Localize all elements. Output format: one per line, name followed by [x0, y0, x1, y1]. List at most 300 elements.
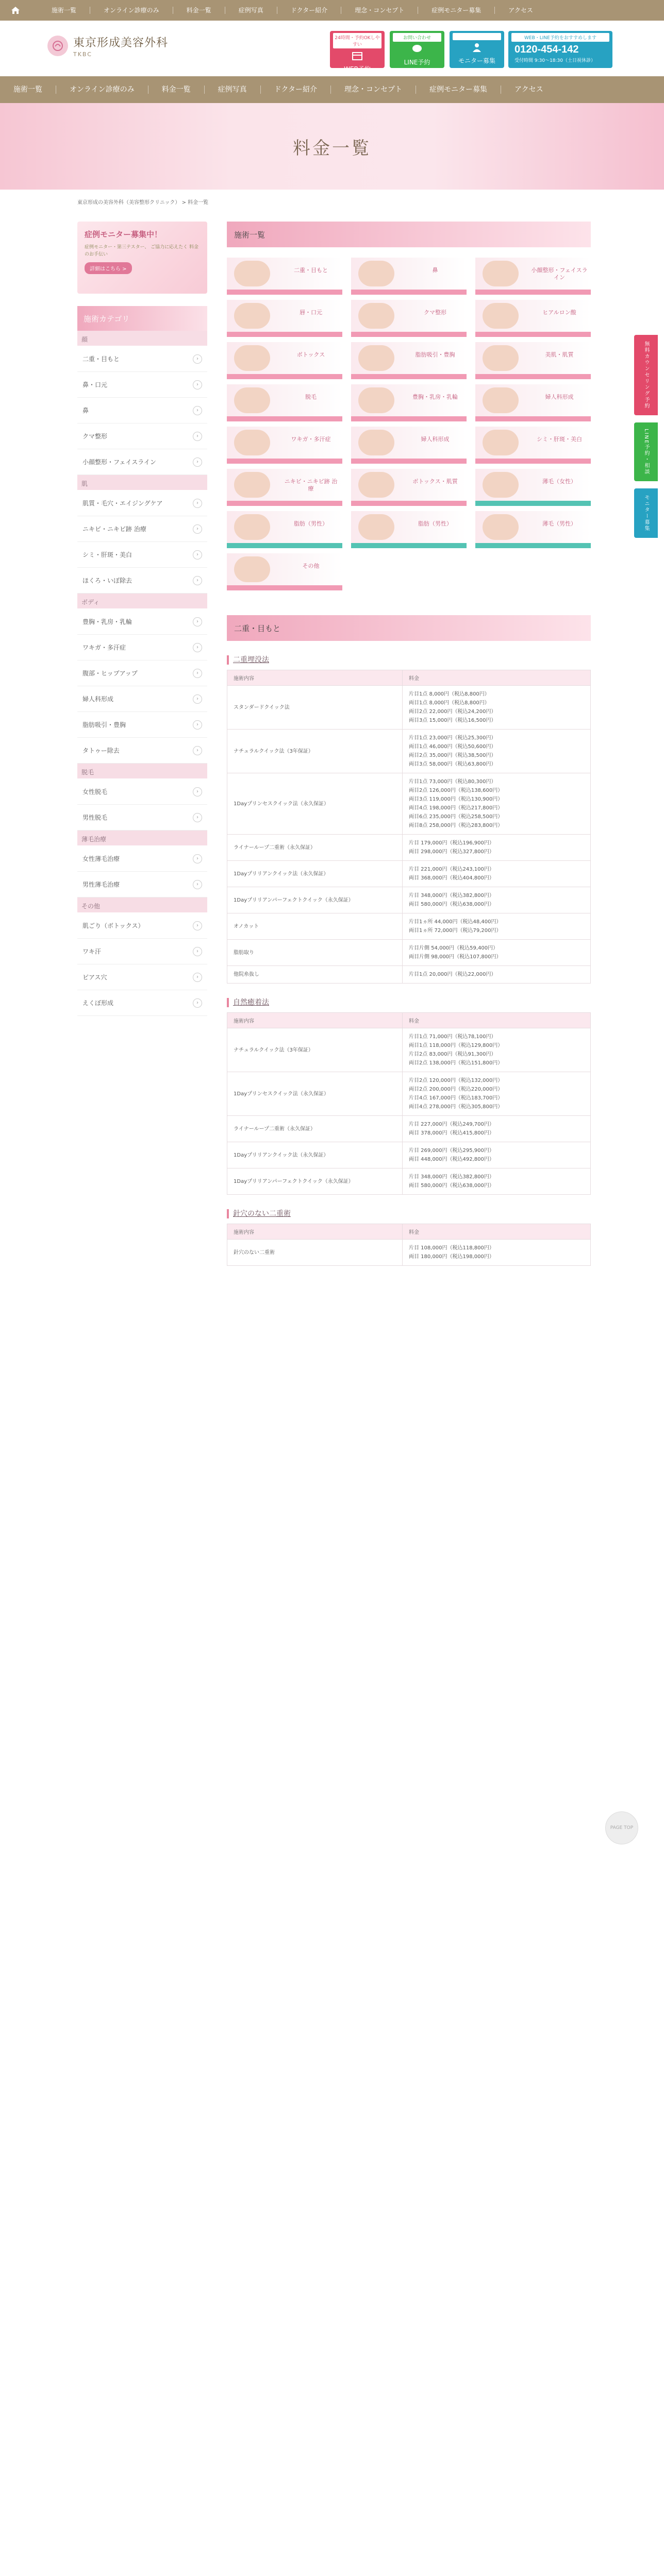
- price-line: 片目4点 167,000円（税込183,700円）: [409, 1095, 503, 1101]
- price-line: 片目1点 8,000円（税込8,800円）: [409, 691, 490, 697]
- person-icon: [471, 42, 483, 53]
- category-item-label: 鼻・口元: [82, 381, 108, 388]
- category-group: 脱毛: [77, 764, 207, 779]
- chevron-right-icon: ›: [193, 854, 202, 863]
- photo-placeholder: [483, 261, 519, 286]
- phone-hours: 受付時間 9:30〜18:30（土日祝休診）: [514, 58, 596, 63]
- treatment-name: ライナーループ二重術（永久保証）: [227, 1116, 403, 1142]
- price-row: [227, 686, 591, 730]
- category-item-label: 豊胸・乳房・乳輪: [82, 618, 132, 625]
- price-cell: [403, 773, 591, 835]
- price-line: 両目1点 8,000円（税込8,800円）: [409, 700, 490, 706]
- price-cell: [403, 686, 591, 730]
- treatment-tile[interactable]: [351, 469, 467, 506]
- treatment-name: 脂肪取り: [227, 940, 403, 966]
- price-line: 片目片側 54,000円（税込59,400円）: [409, 945, 499, 951]
- treatment-tile[interactable]: [475, 469, 591, 506]
- chevron-right-icon: ›: [193, 406, 202, 415]
- chevron-right-icon: ›: [193, 921, 202, 930]
- monitor-recruit-label: モニター募集: [458, 57, 495, 64]
- photo-placeholder: [358, 261, 394, 286]
- page-title: 料金一覧: [293, 138, 371, 159]
- top-nav: [38, 7, 546, 14]
- category-item[interactable]: [77, 913, 207, 939]
- category-item[interactable]: [77, 346, 207, 372]
- chevron-right-icon: ›: [193, 669, 202, 678]
- price-line: 両目片側 98,000円（税込107,800円）: [409, 954, 502, 960]
- photo-placeholder: [483, 514, 519, 540]
- chevron-right-icon: ›: [193, 998, 202, 1008]
- category-item-label: ほくろ・いぼ除去: [82, 577, 132, 584]
- photo-placeholder: [234, 514, 270, 540]
- category-item[interactable]: [77, 568, 207, 594]
- category-item[interactable]: [77, 712, 207, 738]
- menu-section-heading: 施術一覧: [227, 222, 591, 247]
- tile-accent-bar: [351, 501, 467, 506]
- chevron-right-icon: ›: [193, 643, 202, 652]
- photo-placeholder: [483, 387, 519, 413]
- price-line: 両目3点 15,000円（税込16,500円）: [409, 718, 496, 723]
- category-item[interactable]: [77, 609, 207, 635]
- category-item[interactable]: [77, 449, 207, 475]
- price-cell: [403, 966, 591, 984]
- tile-accent-bar: [351, 459, 467, 464]
- price-line: 両目 448,000円（税込492,800円）: [409, 1157, 494, 1162]
- tile-accent-bar: [475, 501, 591, 506]
- category-item[interactable]: [77, 846, 207, 872]
- topnav-link[interactable]: ドクター紹介: [277, 7, 341, 14]
- web-reserve-label: WEB予約: [344, 65, 371, 73]
- treatment-tile-label: ニキビ・ニキビ跡 治療: [284, 478, 338, 492]
- web-reserve-cap: 24時間・予約OKしやすい: [333, 33, 381, 48]
- monitor-promo-button[interactable]: 詳細はこちら >: [85, 262, 132, 274]
- category-item[interactable]: [77, 516, 207, 542]
- mainnav-link[interactable]: 症例モニター募集: [416, 86, 501, 94]
- category-item-label: タトゥー除去: [82, 747, 120, 754]
- price-cell: [403, 1168, 591, 1195]
- photo-placeholder: [358, 430, 394, 455]
- treatment-name: 1Dayプリンセスクイック法（永久保証）: [227, 773, 403, 835]
- topnav-link[interactable]: 施術一覧: [52, 7, 77, 14]
- category-item-label: えくぼ形成: [82, 999, 114, 1007]
- treatment-tile-label: 唇・口元: [300, 309, 322, 316]
- photo-placeholder: [234, 472, 270, 498]
- category-item-label: ピアス穴: [82, 974, 107, 981]
- tile-accent-bar: [227, 501, 342, 506]
- price-line: 両目 298,000円（税込327,800円）: [409, 849, 494, 855]
- chevron-right-icon: ›: [193, 880, 202, 889]
- category-item-label: 女性薄毛治療: [82, 855, 120, 862]
- treatment-tile-label: シミ・肝斑・美白: [537, 436, 582, 443]
- tile-accent-bar: [227, 290, 342, 295]
- tile-accent-bar: [227, 459, 342, 464]
- price-cell: [403, 1116, 591, 1142]
- tile-accent-bar: [475, 290, 591, 295]
- main-nav: [0, 76, 664, 103]
- treatment-tile[interactable]: [351, 384, 467, 421]
- price-line: 片目 348,000円（税込382,800円）: [409, 1174, 494, 1180]
- price-line: 片目2点 83,000円（税込91,300円）: [409, 1052, 496, 1057]
- category-item[interactable]: [77, 398, 207, 423]
- eye-section-heading: 二重・目もと: [227, 615, 591, 641]
- treatment-tile[interactable]: [475, 258, 591, 295]
- price-line: 両目2点 200,000円（税込220,000円）: [409, 1087, 503, 1092]
- mainnav-link[interactable]: アクセス: [501, 86, 557, 94]
- line-reserve-button[interactable]: [390, 31, 444, 68]
- price-cell: [403, 940, 591, 966]
- price-line: 両目6点 235,000円（税込258,500円）: [409, 814, 503, 820]
- treatment-tile[interactable]: [227, 342, 342, 379]
- treatment-tile[interactable]: [475, 384, 591, 421]
- category-item[interactable]: [77, 423, 207, 449]
- tile-accent-bar: [351, 290, 467, 295]
- breadcrumb-sep: >: [181, 200, 186, 206]
- treatment-name: 針穴のない二重術: [227, 1240, 403, 1266]
- photo-placeholder: [358, 345, 394, 371]
- treatment-name: ライナーループ二重術（永久保証）: [227, 835, 403, 861]
- mainnav-link[interactable]: 施術一覧: [13, 86, 42, 94]
- page-top-button[interactable]: PAGE TOP: [605, 1811, 638, 1844]
- chevron-right-icon: ›: [193, 576, 202, 585]
- treatment-tile-label: 婦人科形成: [421, 436, 450, 443]
- breadcrumb: [77, 198, 208, 206]
- tile-accent-bar: [475, 374, 591, 379]
- chevron-right-icon: ›: [193, 813, 202, 822]
- price-line: 両目3点 58,000円（税込63,800円）: [409, 761, 496, 767]
- treatment-name: スタンダードクイック法: [227, 686, 403, 730]
- treatment-tile[interactable]: [227, 300, 342, 337]
- price-line: 両目1ヵ所 72,000円（税込79,200円）: [409, 928, 502, 934]
- price-line: 片目1点 73,000円（税込80,300円）: [409, 779, 496, 785]
- treatment-tile[interactable]: [475, 342, 591, 379]
- price-table: [227, 670, 591, 984]
- photo-placeholder: [234, 345, 270, 371]
- treatment-tile-label: 脂肪吸引・豊胸: [415, 351, 455, 358]
- treatment-tile[interactable]: [475, 300, 591, 337]
- price-line: 片目 108,000円（税込118,800円）: [409, 1245, 494, 1251]
- monitor-recruit-button[interactable]: [450, 31, 504, 68]
- chevron-right-icon: ›: [193, 457, 202, 467]
- treatment-tile-label: 婦人科形成: [545, 394, 574, 400]
- price-line: 両目2点 126,000円（税込138,600円）: [409, 788, 503, 793]
- price-line: 片目1点 23,000円（税込25,300円）: [409, 735, 496, 741]
- price-table: [227, 1012, 591, 1195]
- price-row: [227, 1240, 591, 1266]
- tile-accent-bar: [227, 416, 342, 421]
- price-table-header: 料金: [403, 670, 591, 686]
- topnav-link[interactable]: 料金一覧: [173, 7, 225, 14]
- monitor-promo-desc: 症例モニター・第三テスター、 ご協力に応えたく 料金のお手伝い: [85, 245, 199, 257]
- tile-accent-bar: [351, 374, 467, 379]
- chevron-right-icon: ›: [193, 354, 202, 364]
- photo-placeholder: [358, 514, 394, 540]
- tile-accent-bar: [351, 543, 467, 548]
- category-item[interactable]: [77, 490, 207, 516]
- treatment-tile[interactable]: [475, 511, 591, 548]
- chevron-right-icon: ›: [193, 524, 202, 534]
- side-tab[interactable]: モニター募集: [634, 488, 658, 538]
- treatment-tile-label: クマ整形: [424, 309, 446, 316]
- price-cell: [403, 1240, 591, 1266]
- topnav-link[interactable]: 症例写真: [225, 7, 277, 14]
- price-line: 片目 227,000円（税込249,700円）: [409, 1122, 494, 1127]
- chevron-right-icon: ›: [193, 550, 202, 560]
- tile-accent-bar: [227, 585, 342, 590]
- price-line: 両目2点 138,000円（税込151,800円）: [409, 1060, 503, 1066]
- treatment-name: 1Dayプリリアンパーフェクトクイック（永久保証）: [227, 887, 403, 913]
- photo-placeholder: [358, 472, 394, 498]
- photo-placeholder: [358, 387, 394, 413]
- price-table: [227, 1224, 591, 1266]
- chevron-right-icon: ›: [193, 694, 202, 704]
- treatment-tile-label: 豊胸・乳房・乳輪: [412, 394, 458, 400]
- price-line: 両目4点 278,000円（税込305,800円）: [409, 1104, 503, 1110]
- category-item-label: ワキガ・多汗症: [82, 644, 126, 651]
- price-line: 両目8点 258,000円（税込283,800円）: [409, 823, 503, 828]
- treatment-tile-label: ヒアルロン酸: [542, 309, 576, 316]
- price-table-header: 施術内容: [227, 670, 403, 686]
- category-item[interactable]: [77, 964, 207, 990]
- category-item-label: ニキビ・ニキビ跡 治療: [82, 526, 146, 533]
- category-item[interactable]: [77, 779, 207, 805]
- treatment-name: ナチュラルクイック法（3年保証）: [227, 1028, 403, 1072]
- treatment-tile[interactable]: [227, 553, 342, 590]
- price-cell: [403, 835, 591, 861]
- treatment-name: 1Dayプリリアンクイック法（永久保証）: [227, 861, 403, 887]
- price-row: [227, 730, 591, 773]
- chevron-right-icon: ›: [193, 499, 202, 508]
- treatment-tile[interactable]: [227, 511, 342, 548]
- photo-placeholder: [358, 303, 394, 329]
- line-chat-icon: [411, 44, 423, 54]
- price-row: [227, 940, 591, 966]
- price-table-title: 自然癒着法: [227, 998, 591, 1007]
- photo-placeholder: [483, 430, 519, 455]
- price-line: 両目1点 118,000円（税込129,800円）: [409, 1043, 503, 1048]
- photo-placeholder: [234, 261, 270, 286]
- side-tab[interactable]: LINE予約・相談: [634, 422, 658, 481]
- treatment-tile[interactable]: [227, 469, 342, 506]
- price-line: 片目1点 71,000円（税込78,100円）: [409, 1034, 496, 1040]
- price-line: 両目4点 198,000円（税込217,800円）: [409, 805, 503, 811]
- price-line: 両目 378,000円（税込415,800円）: [409, 1130, 494, 1136]
- side-tab[interactable]: 無料カウンセリング予約: [634, 335, 658, 415]
- price-line: 両目3点 119,000円（税込130,900円）: [409, 796, 503, 802]
- tile-accent-bar: [475, 459, 591, 464]
- phone-cap: WEB・LINE予約をおすすめします: [511, 33, 609, 42]
- topnav-link[interactable]: 症例モニター募集: [418, 7, 494, 14]
- treatment-name: オノカット: [227, 913, 403, 940]
- price-line: 両目 180,000円（税込198,000円）: [409, 1254, 494, 1260]
- topnav-link[interactable]: 理念・コンセプト: [341, 7, 418, 14]
- price-line: 両目1点 46,000円（税込50,600円）: [409, 744, 496, 750]
- treatment-tile[interactable]: [227, 384, 342, 421]
- home-icon[interactable]: [0, 0, 31, 21]
- category-item-label: 小顔整形・フェイスライン: [82, 459, 156, 466]
- tile-accent-bar: [227, 374, 342, 379]
- category-list: [77, 331, 207, 1016]
- phone-box[interactable]: [508, 31, 612, 68]
- treatment-name: 1Dayプリリアンクイック法（永久保証）: [227, 1142, 403, 1168]
- treatment-name: ナチュラルクイック法（3年保証）: [227, 730, 403, 773]
- treatment-tile-label: 脱毛: [305, 394, 317, 400]
- treatment-tile[interactable]: [351, 300, 467, 337]
- price-line: 片目1点 20,000円（税込22,000円）: [409, 972, 496, 977]
- tile-accent-bar: [227, 543, 342, 548]
- price-cell: [403, 887, 591, 913]
- line-reserve-cap: お問い合わせ: [393, 33, 441, 42]
- category-group: 肌: [77, 475, 207, 490]
- chevron-right-icon: ›: [193, 380, 202, 389]
- category-item-label: 婦人科形成: [82, 696, 114, 703]
- price-cell: [403, 861, 591, 887]
- treatment-name: 1Dayプリンセスクイック法（永久保証）: [227, 1072, 403, 1116]
- category-item[interactable]: [77, 660, 207, 686]
- tile-accent-bar: [475, 332, 591, 337]
- category-item-label: 男性薄毛治療: [82, 881, 120, 888]
- treatment-tile-label: 脂肪（男性）: [418, 520, 452, 527]
- treatment-tile[interactable]: [227, 427, 342, 464]
- price-row: [227, 913, 591, 940]
- mainnav-link[interactable]: 理念・コンセプト: [330, 86, 416, 94]
- price-table-header: 施術内容: [227, 1013, 403, 1028]
- price-row: [227, 1028, 591, 1072]
- chevron-right-icon: ›: [193, 617, 202, 626]
- line-reserve-label: LINE予約: [404, 59, 430, 66]
- price-line: 片目1ヵ所 44,000円（税込48,400円）: [409, 919, 502, 925]
- category-item-label: ワキ汗: [82, 948, 102, 955]
- treatment-tile[interactable]: [475, 427, 591, 464]
- price-cell: [403, 1028, 591, 1072]
- category-item[interactable]: [77, 635, 207, 660]
- monitor-promo-box[interactable]: [77, 222, 207, 294]
- phone-number[interactable]: 0120-454-142: [514, 44, 579, 55]
- category-item-label: クマ整形: [82, 433, 108, 440]
- photo-placeholder: [234, 303, 270, 329]
- category-item[interactable]: [77, 686, 207, 712]
- price-cell: [403, 1072, 591, 1116]
- category-item[interactable]: [77, 990, 207, 1016]
- photo-placeholder: [483, 472, 519, 498]
- tile-accent-bar: [351, 332, 467, 337]
- price-table-title: 針穴のない二重術: [227, 1209, 591, 1218]
- price-cell: [403, 913, 591, 940]
- price-line: 片目 348,000円（税込382,800円）: [409, 893, 494, 899]
- category-group: ボディ: [77, 594, 207, 609]
- tile-accent-bar: [475, 543, 591, 548]
- monitor-promo-title: 症例モニター募集中！: [85, 230, 162, 239]
- category-group: 薄毛治療: [77, 831, 207, 846]
- price-line: 両目 580,000円（税込638,000円）: [409, 1183, 494, 1189]
- category-item[interactable]: [77, 738, 207, 764]
- category-item-label: 腹部・ヒップアップ: [82, 670, 138, 677]
- category-item[interactable]: [77, 872, 207, 897]
- treatment-tile-label: 小顔整形・フェイスライン: [531, 267, 588, 281]
- mainnav-link[interactable]: 症例写真: [204, 86, 260, 94]
- mainnav-link[interactable]: ドクター紹介: [260, 86, 330, 94]
- logo-name: 東京形成美容外科: [73, 37, 169, 49]
- category-heading: 施術カテゴリ: [77, 306, 207, 331]
- treatment-tile-label: ワキガ・多汗症: [291, 436, 331, 443]
- treatment-tile-label: 脂肪（男性）: [294, 520, 328, 527]
- category-item-label: 二重・目もと: [82, 355, 120, 363]
- price-line: 両目2点 22,000円（税込24,200円）: [409, 709, 496, 715]
- price-cell: [403, 730, 591, 773]
- category-item-label: 肌ごり（ボトックス）: [82, 922, 144, 929]
- price-table-header: 施術内容: [227, 1224, 403, 1240]
- price-row: [227, 966, 591, 984]
- chevron-right-icon: ›: [193, 787, 202, 796]
- category-group: その他: [77, 897, 207, 913]
- tile-accent-bar: [475, 416, 591, 421]
- category-item-label: 鼻: [82, 407, 89, 414]
- photo-placeholder: [483, 345, 519, 371]
- treatment-tile-label: ボトックス: [296, 351, 325, 358]
- topnav-link[interactable]: オンライン診療のみ: [90, 7, 173, 14]
- mainnav-link[interactable]: オンライン診療のみ: [56, 86, 148, 94]
- treatment-name: 1Dayプリリアンパーフェクトクイック（永久保証）: [227, 1168, 403, 1195]
- price-line: 片目2点 120,000円（税込132,000円）: [409, 1078, 503, 1083]
- chevron-right-icon: ›: [193, 432, 202, 441]
- category-item[interactable]: [77, 805, 207, 831]
- web-reserve-button[interactable]: [330, 31, 385, 73]
- price-tables: [227, 655, 591, 1266]
- treatment-tile[interactable]: [351, 342, 467, 379]
- tile-accent-bar: [227, 332, 342, 337]
- price-table-header: 料金: [403, 1224, 591, 1240]
- breadcrumb-current: 料金一覧: [188, 200, 209, 206]
- category-item[interactable]: [77, 372, 207, 398]
- category-item-label: 男性脱毛: [82, 814, 108, 821]
- treatment-tile[interactable]: [227, 258, 342, 295]
- hero-banner: [0, 103, 664, 190]
- site-logo[interactable]: [47, 34, 168, 58]
- price-row: [227, 861, 591, 887]
- price-row: [227, 1072, 591, 1116]
- top-utility-bar: [0, 0, 664, 21]
- tile-accent-bar: [351, 416, 467, 421]
- treatment-tile-label: 薄毛（女性）: [542, 478, 576, 485]
- mainnav-link[interactable]: 料金一覧: [148, 86, 204, 94]
- category-item[interactable]: [77, 542, 207, 568]
- breadcrumb-home[interactable]: 東京形成の美容外科（美容整形クリニック）: [77, 200, 180, 206]
- monitor-recruit-cap: [453, 33, 501, 40]
- treatment-tile-label: ボトックス・肌質: [412, 478, 458, 485]
- price-row: [227, 887, 591, 913]
- treatment-menu-grid: [227, 258, 591, 590]
- category-item-label: シミ・肝斑・美白: [82, 551, 132, 558]
- logo-sub: TKBC: [73, 51, 92, 58]
- category-item[interactable]: [77, 939, 207, 964]
- price-row: [227, 835, 591, 861]
- treatment-tile[interactable]: [351, 427, 467, 464]
- price-line: 片目 179,000円（税込196,900円）: [409, 840, 494, 846]
- treatment-tile[interactable]: [351, 258, 467, 295]
- price-row: [227, 773, 591, 835]
- topnav-link[interactable]: アクセス: [494, 7, 546, 14]
- treatment-tile-label: その他: [302, 563, 320, 569]
- treatment-tile[interactable]: [351, 511, 467, 548]
- photo-placeholder: [234, 387, 270, 413]
- price-line: 両目 580,000円（税込638,000円）: [409, 902, 494, 907]
- category-item-label: 肌質・毛穴・エイジングケア: [82, 500, 163, 507]
- logo-mark-icon: [47, 36, 68, 56]
- category-item-label: 女性脱毛: [82, 788, 108, 795]
- price-line: 片目 269,000円（税込295,900円）: [409, 1148, 494, 1154]
- sidebar: [77, 222, 207, 1016]
- treatment-tile-label: 美肌・肌質: [545, 351, 574, 358]
- price-line: 片目 221,000円（税込243,100円）: [409, 867, 494, 872]
